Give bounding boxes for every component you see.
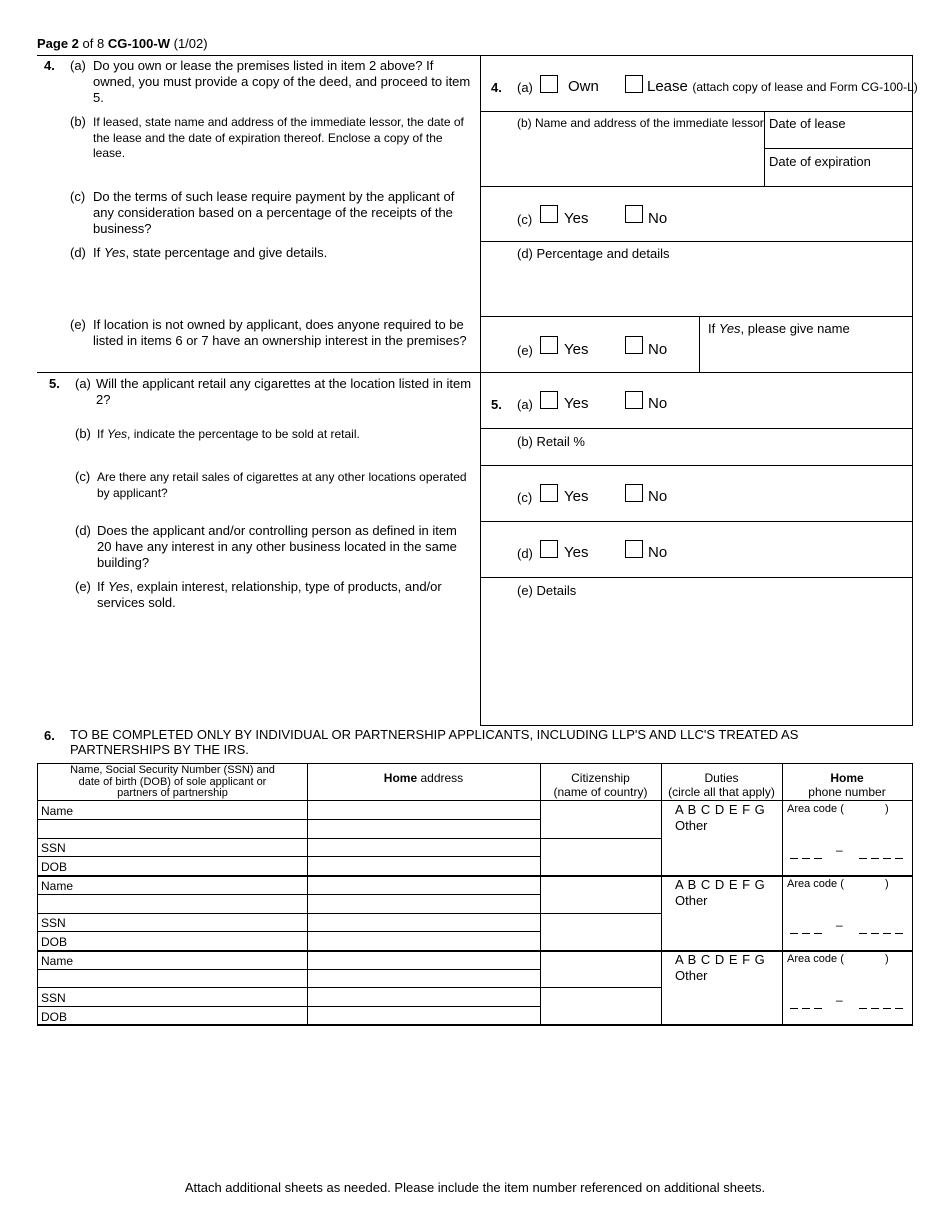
table-right: [912, 763, 913, 1025]
a5c-letter: (c): [517, 490, 533, 505]
rule-5b: [480, 465, 913, 466]
a4e-name-post: , please give name: [740, 321, 850, 336]
b1-rule-3: [37, 856, 540, 857]
b3-phone-blanks[interactable]: [790, 993, 907, 1010]
5a-no-label: No: [648, 395, 668, 412]
q4a-letter: (a): [70, 58, 86, 73]
q4d-text: [93, 245, 478, 261]
b2-phone-dash: –: [836, 918, 843, 932]
4e-no-checkbox[interactable]: [625, 336, 643, 354]
4c-no-checkbox[interactable]: [625, 205, 643, 223]
a4d-label: (d) Percentage and details: [517, 246, 670, 261]
rule-5a: [480, 428, 913, 429]
5c-no-checkbox[interactable]: [625, 484, 643, 502]
b2-dob-label: DOB: [41, 935, 68, 949]
q4d-text-post: , state percentage and give details.: [125, 245, 328, 260]
b2-area-code-close: ): [885, 878, 889, 890]
divider-4b-dates: [764, 111, 765, 186]
col-header-name: Name, Social Security Number (SSN) and date of birth (DOB) of sole applicant or partners of partnership: [70, 764, 275, 799]
b3-rule-1: [37, 969, 540, 970]
q4d-text-pre: If: [93, 245, 101, 260]
own-checkbox[interactable]: [540, 75, 558, 93]
page-of: of 8: [82, 36, 105, 51]
b1-name-label: Name: [41, 804, 74, 818]
lease-label-group: [647, 78, 918, 96]
q5e-text-pre: If: [97, 579, 105, 594]
5c-no-label: No: [648, 488, 668, 505]
frame-top-right: [480, 55, 913, 56]
b3-duties-other: Other: [675, 968, 708, 983]
divider-item4-item5-left: [37, 372, 480, 373]
lease-label: Lease: [647, 78, 688, 95]
b2-duties-other: Other: [675, 893, 708, 908]
4e-yes-label: Yes: [564, 341, 589, 358]
lease-checkbox[interactable]: [625, 75, 643, 93]
frame-top-left: [37, 55, 480, 56]
b3-area-code-close: ): [885, 953, 889, 965]
table-col-phone: [782, 763, 783, 1025]
q4b-text: If leased, state name and address of the immediate lessor, the date of the lease and the date of expiration thereof. Enclose a copy of the lease.: [93, 115, 464, 160]
q4e-letter: (e): [70, 317, 86, 332]
q5e-text-post: , explain interest, relationship, type of products, and/or services sold.: [97, 579, 442, 610]
a5e-label: (e) Details: [517, 583, 577, 598]
block-divider-1: [37, 875, 913, 877]
4c-no-label: No: [648, 210, 668, 227]
col-header-citizenship: [540, 771, 661, 799]
b3-rule-2: [37, 987, 661, 988]
frame-bottom-right: [480, 725, 913, 726]
b2-rule-3: [37, 931, 540, 932]
b2-area-code-label: Area code (: [787, 878, 844, 890]
4c-yes-checkbox[interactable]: [540, 205, 558, 223]
rule-5c: [480, 521, 913, 522]
4e-yes-checkbox[interactable]: [540, 336, 558, 354]
a5-number: 5.: [491, 397, 502, 412]
a5b-label: (b) Retail %: [517, 434, 585, 449]
col-header-duties: [661, 771, 782, 799]
col-header-duties-line2: (circle all that apply): [668, 785, 775, 799]
q5b-text: [97, 427, 477, 441]
b1-ssn-label: SSN: [41, 841, 66, 855]
q5-number: 5.: [49, 376, 60, 391]
q6-title: TO BE COMPLETED ONLY BY INDIVIDUAL OR PARTNERSHIP APPLICANTS, INCLUDING LLP'S AND LLC'S TREATED AS PARTNERSHIPS BY THE IRS.: [70, 727, 799, 757]
b3-ssn-label: SSN: [41, 991, 66, 1005]
form-id: CG-100-W: [107, 36, 170, 51]
b3-dob-label: DOB: [41, 1010, 68, 1024]
rule-4e: [480, 372, 913, 373]
a4-number: 4.: [491, 80, 502, 95]
5d-yes-checkbox[interactable]: [540, 540, 558, 558]
a4c-letter: (c): [517, 212, 533, 227]
own-label: Own: [568, 78, 599, 95]
rule-4b: [480, 186, 913, 187]
b1-rule-1: [37, 819, 540, 820]
b3-name-label: Name: [41, 954, 74, 968]
date-of-expiration-label: Date of expiration: [769, 154, 871, 169]
q4c-letter: (c): [70, 189, 86, 204]
a4b-label: (b) Name and address of the immediate lessor: [517, 116, 764, 130]
q5e-letter: (e): [75, 579, 91, 594]
a5d-letter: (d): [517, 546, 533, 561]
page-number: Page 2: [37, 36, 79, 51]
col-header-duties-line1: Duties: [704, 771, 739, 785]
b3-rule-3: [37, 1006, 540, 1007]
rule-4b-mid: [764, 148, 913, 149]
divider-4e-name: [699, 316, 700, 372]
form-revision: (1/02): [173, 36, 208, 51]
b1-dob-label: DOB: [41, 860, 68, 874]
5c-yes-label: Yes: [564, 488, 589, 505]
q5e-text: [97, 579, 475, 611]
b1-area-code-label: Area code (: [787, 803, 844, 815]
b2-duties-letters[interactable]: A B C D E F G: [675, 877, 766, 892]
q6-number: 6.: [44, 728, 55, 743]
a4e-name-pre: If: [708, 321, 716, 336]
b2-phone-blanks[interactable]: [790, 918, 907, 935]
q4-number: 4.: [44, 58, 55, 73]
5a-yes-label: Yes: [564, 395, 589, 412]
b1-rule-2: [37, 838, 661, 839]
5c-yes-checkbox[interactable]: [540, 484, 558, 502]
q5e-text-yes: Yes: [107, 579, 130, 594]
q5a-letter: (a): [75, 376, 91, 391]
4e-no-label: No: [648, 341, 668, 358]
b3-phone-dash: –: [836, 993, 843, 1007]
a4e-name-label: [708, 321, 850, 337]
lease-note: (attach copy of lease and Form CG-100-L): [692, 80, 918, 94]
b2-name-label: Name: [41, 879, 74, 893]
b3-duties-letters[interactable]: A B C D E F G: [675, 952, 766, 967]
a5a-letter: (a): [517, 397, 533, 412]
q5d-text: Does the applicant and/or controlling person as defined in item 20 have any interest in any other business located in the same building?: [97, 523, 457, 570]
5d-no-label: No: [648, 544, 668, 561]
col-header-phone-rest: phone number: [808, 785, 886, 799]
b2-rule-2: [37, 913, 661, 914]
b1-phone-blanks[interactable]: [790, 843, 907, 860]
b2-ssn-label: SSN: [41, 916, 66, 930]
rule-4c: [480, 241, 913, 242]
col-header-citizenship-line1: Citizenship: [571, 771, 630, 785]
q5c-letter: (c): [75, 469, 91, 484]
b1-area-code: [787, 803, 907, 815]
col-header-address: [307, 771, 540, 785]
col-header-address-bold: Home: [383, 771, 418, 785]
q5c-text: Are there any retail sales of cigarettes at any other locations operated by applicant?: [97, 470, 467, 500]
5a-yes-checkbox[interactable]: [540, 391, 558, 409]
col-header-phone-bold: Home: [830, 771, 864, 785]
q5b-text-post: , indicate the percentage to be sold at retail.: [127, 427, 360, 441]
b2-area-code: [787, 878, 907, 890]
rule-4a: [480, 111, 913, 112]
date-of-lease-label: Date of lease: [769, 116, 846, 131]
q5b-text-yes: Yes: [107, 427, 128, 441]
b1-duties-other: Other: [675, 818, 708, 833]
q4d-letter: (d): [70, 245, 86, 260]
b1-duties-letters[interactable]: A B C D E F G: [675, 802, 766, 817]
q5a-text: Will the applicant retail any cigarettes at the location listed in item 2?: [96, 376, 472, 407]
a4e-name-yes: Yes: [718, 321, 741, 336]
q5b-letter: (b): [75, 426, 91, 441]
5d-no-checkbox[interactable]: [625, 540, 643, 558]
frame-right-border: [912, 55, 913, 726]
a4e-letter: (e): [517, 343, 533, 358]
q5d-letter: (d): [75, 523, 91, 538]
block-divider-2: [37, 950, 913, 952]
page-header: [37, 36, 208, 52]
rule-4d: [480, 316, 913, 317]
col-header-phone: [782, 771, 912, 799]
b3-area-code: [787, 953, 907, 965]
q4a-text: Do you own or lease the premises listed in item 2 above? If owned, you must provide a copy of the deed, and proceed to item 5.: [93, 58, 471, 105]
q4c-text: Do the terms of such lease require payment by the applicant of any consideration based on a percentage of the receipts of the business?: [93, 189, 455, 236]
b3-area-code-label: Area code (: [787, 953, 844, 965]
rule-5d: [480, 577, 913, 578]
q4d-text-yes: Yes: [103, 245, 126, 260]
table-col-duties: [661, 763, 662, 1025]
q4e-text: If location is not owned by applicant, does anyone required to be listed in items 6 or 7 have an ownership interest in the premises?: [93, 317, 467, 348]
b2-rule-1: [37, 894, 540, 895]
col-header-citizenship-line2: (name of country): [553, 785, 648, 799]
4c-yes-label: Yes: [564, 210, 589, 227]
q4b-letter: (b): [70, 114, 86, 129]
table-col-citizenship: [540, 763, 541, 1025]
footer-note: Attach additional sheets as needed. Please include the item number referenced on additional sheets.: [184, 1180, 766, 1195]
b1-area-code-close: ): [885, 803, 889, 815]
5d-yes-label: Yes: [564, 544, 589, 561]
a4a-letter: (a): [517, 80, 533, 95]
q5b-text-pre: If: [97, 427, 104, 441]
b1-phone-dash: –: [836, 843, 843, 857]
5a-no-checkbox[interactable]: [625, 391, 643, 409]
frame-center-divider: [480, 55, 481, 726]
col-header-address-rest: address: [420, 771, 464, 785]
